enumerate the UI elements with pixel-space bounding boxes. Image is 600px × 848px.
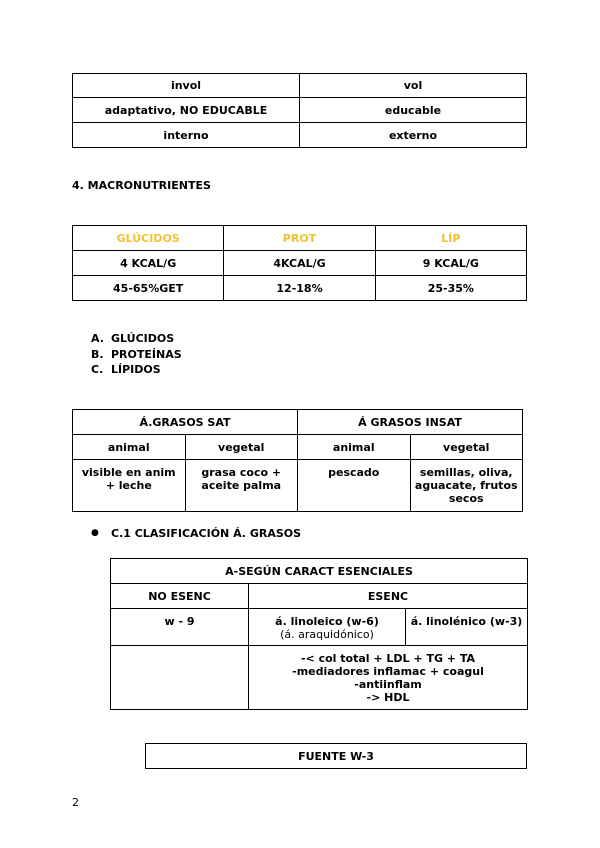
table-cell: 4 KCAL/G <box>73 251 224 276</box>
table-cell: 12-18% <box>224 276 375 301</box>
table-cell: 25-35% <box>375 276 526 301</box>
esenc-header: ESENC <box>249 584 528 609</box>
table-cell: semillas, oliva, aguacate, frutos secos <box>410 460 523 512</box>
list-item: A. GLÚCIDOS <box>91 332 175 345</box>
list-item: C. LÍPIDOS <box>91 363 161 376</box>
table-cell: vegetal <box>410 435 523 460</box>
table-cell: vegetal <box>185 435 298 460</box>
classification-table <box>110 558 528 710</box>
page-number: 2 <box>72 796 79 809</box>
bullet-item: ● C.1 CLASIFICACIÓN Á. GRASOS <box>91 527 302 540</box>
insat-header: Á GRASOS INSAT <box>298 410 523 435</box>
header-glucidos: GLÚCIDOS <box>73 226 224 251</box>
sat-header: Á.GRASOS SAT <box>73 410 298 435</box>
table-cell: educable <box>300 98 527 123</box>
bullet-icon: ● <box>91 528 99 538</box>
fatty-acids-table <box>72 409 523 512</box>
table-cell: invol <box>73 74 300 98</box>
list-item: B. PROTEÍNAS <box>91 347 182 361</box>
table-cell: interno <box>73 123 300 148</box>
table-cell: w - 9 <box>111 609 249 646</box>
table-cell: visible en anim + leche <box>73 460 186 512</box>
lettered-list <box>91 331 182 378</box>
table-cell: vol <box>300 74 527 98</box>
header-lip: LÍP <box>375 226 526 251</box>
table-cell: á. linolénico (w-3) <box>406 609 528 646</box>
classification-title: A-SEGÚN CARACT ESENCIALES <box>111 559 528 584</box>
table-cell: externo <box>300 123 527 148</box>
table-cell: animal <box>298 435 411 460</box>
table-cell: 4KCAL/G <box>224 251 375 276</box>
no-esenc-header: NO ESENC <box>111 584 249 609</box>
comparison-table <box>72 73 527 148</box>
table-cell <box>111 646 249 710</box>
table-cell: grasa coco + aceite palma <box>185 460 298 512</box>
linoleico-cell: á. linoleico (w-6) (á. araquidónico) <box>249 609 406 646</box>
macronutrients-table <box>72 225 527 301</box>
fuente-table <box>145 743 527 769</box>
section-heading: 4. MACRONUTRIENTES <box>72 179 211 192</box>
header-prot: PROT <box>224 226 375 251</box>
table-cell: 9 KCAL/G <box>375 251 526 276</box>
fuente-header: FUENTE W-3 <box>146 744 527 769</box>
table-cell: pescado <box>298 460 411 512</box>
table-cell: adaptativo, NO EDUCABLE <box>73 98 300 123</box>
table-cell: animal <box>73 435 186 460</box>
effects-cell: -< col total + LDL + TG + TA -mediadores inflamac + coagul -antiinflam -> HDL <box>249 646 528 710</box>
table-cell: 45-65%GET <box>73 276 224 301</box>
